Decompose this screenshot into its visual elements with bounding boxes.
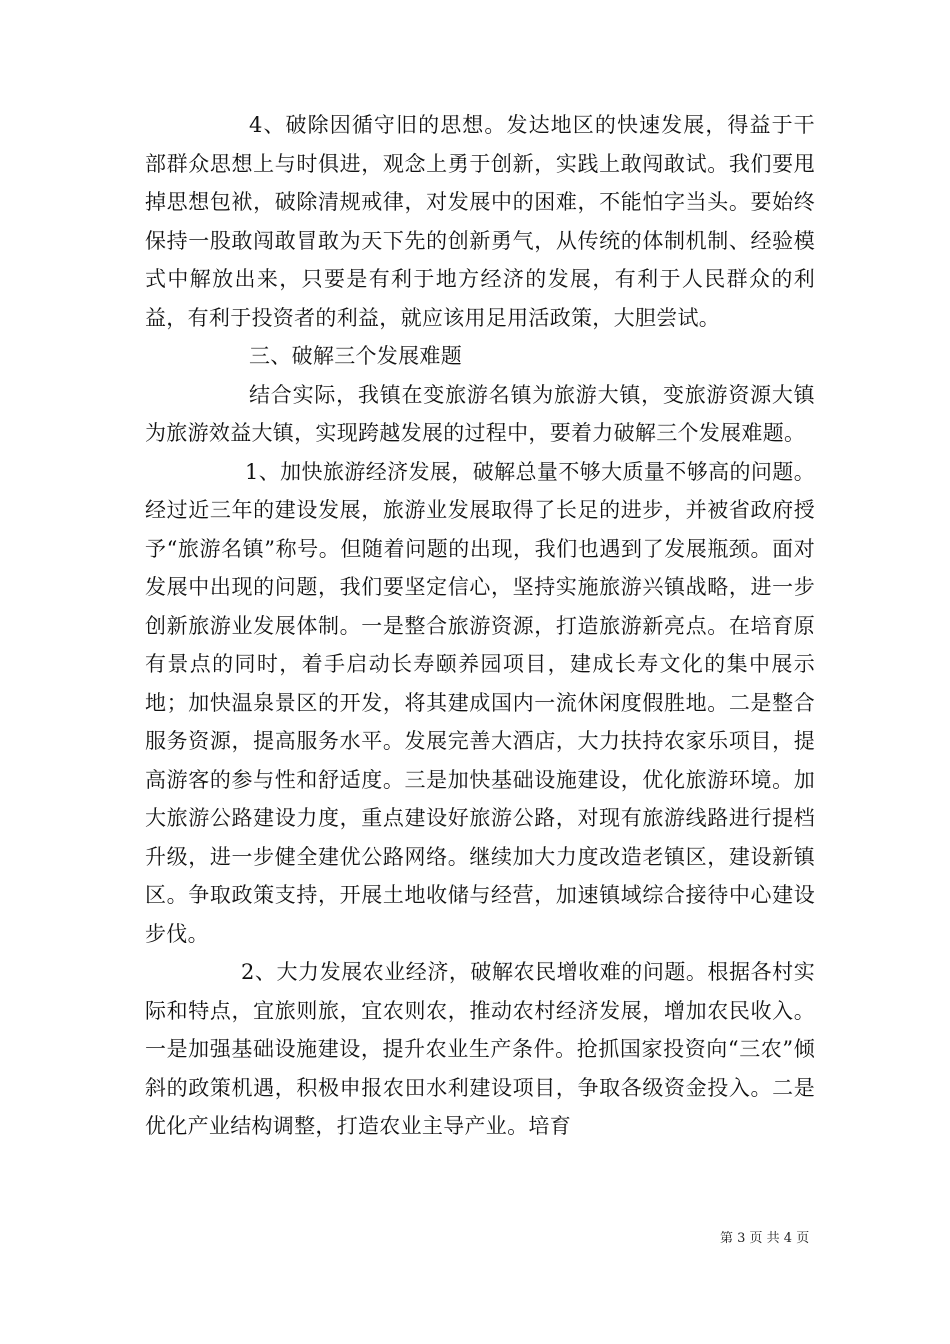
paragraph-agriculture-economy: 2、大力发展农业经济，破解农民增收难的问题。根据各村实际和特点，宜旅则旅，宜农则农，推动农村经济发展，增加农民收入。一是加强基础设施建设，提升农业生产条件。抢抓国家投资向“三农”倾斜的政策机遇，积极申报农田水利建设项目，争取各级资金投入。二是优化产业结构调整，打造农业主导产业。培育 [145,960,815,1138]
section-heading: 三、破解三个发展难题 [249,344,462,368]
document-body [145,106,815,1146]
page-footer: 第 3 页 共 4 页 [720,1231,810,1246]
paragraph-break-old-thinking: 4、破除因循守旧的思想。发达地区的快速发展，得益于干部群众思想上与时俱进，观念上勇于创新，实践上敢闯敢试。我们要甩掉思想包袱，破除清规戒律，对发展中的困难，不能怕字当头。要始终保持一股敢闯敢冒敢为天下先的创新勇气，从传统的体制机制、经验模式中解放出来，只要是有利于地方经济的发展，有利于人民群众的利益，有利于投资者的利益，就应该用足用活政策，大胆尝试。 [145,113,815,330]
paragraph-intro: 结合实际，我镇在变旅游名镇为旅游大镇，变旅游资源大镇为旅游效益大镇，实现跨越发展的过程中，要着力破解三个发展难题。 [145,382,815,445]
paragraph-tourism-economy: 1、加快旅游经济发展，破解总量不够大质量不够高的问题。经过近三年的建设发展，旅游业发展取得了长足的进步，并被省政府授予“旅游名镇”称号。但随着问题的出现，我们也遇到了发展瓶颈。面对发展中出现的问题，我们要坚定信心，坚持实施旅游兴镇战略，进一步创新旅游业发展体制。一是整合旅游资源，打造旅游新亮点。在培育原有景点的同时，着手启动长寿颐养园项目，建成长寿文化的集中展示地；加快温泉景区的开发，将其建成国内一流休闲度假胜地。二是整合服务资源，提高服务水平。发展完善大酒店，大力扶持农家乐项目，提高游客的参与性和舒适度。三是加快基础设施建设，优化旅游环境。加大旅游公路建设力度，重点建设好旅游公路，对现有旅游线路进行提档升级，进一步健全建优公路网络。继续加大力度改造老镇区，建设新镇区。争取政策支持，开展土地收储与经营，加速镇域综合接待中心建设步伐。 [145,459,815,946]
